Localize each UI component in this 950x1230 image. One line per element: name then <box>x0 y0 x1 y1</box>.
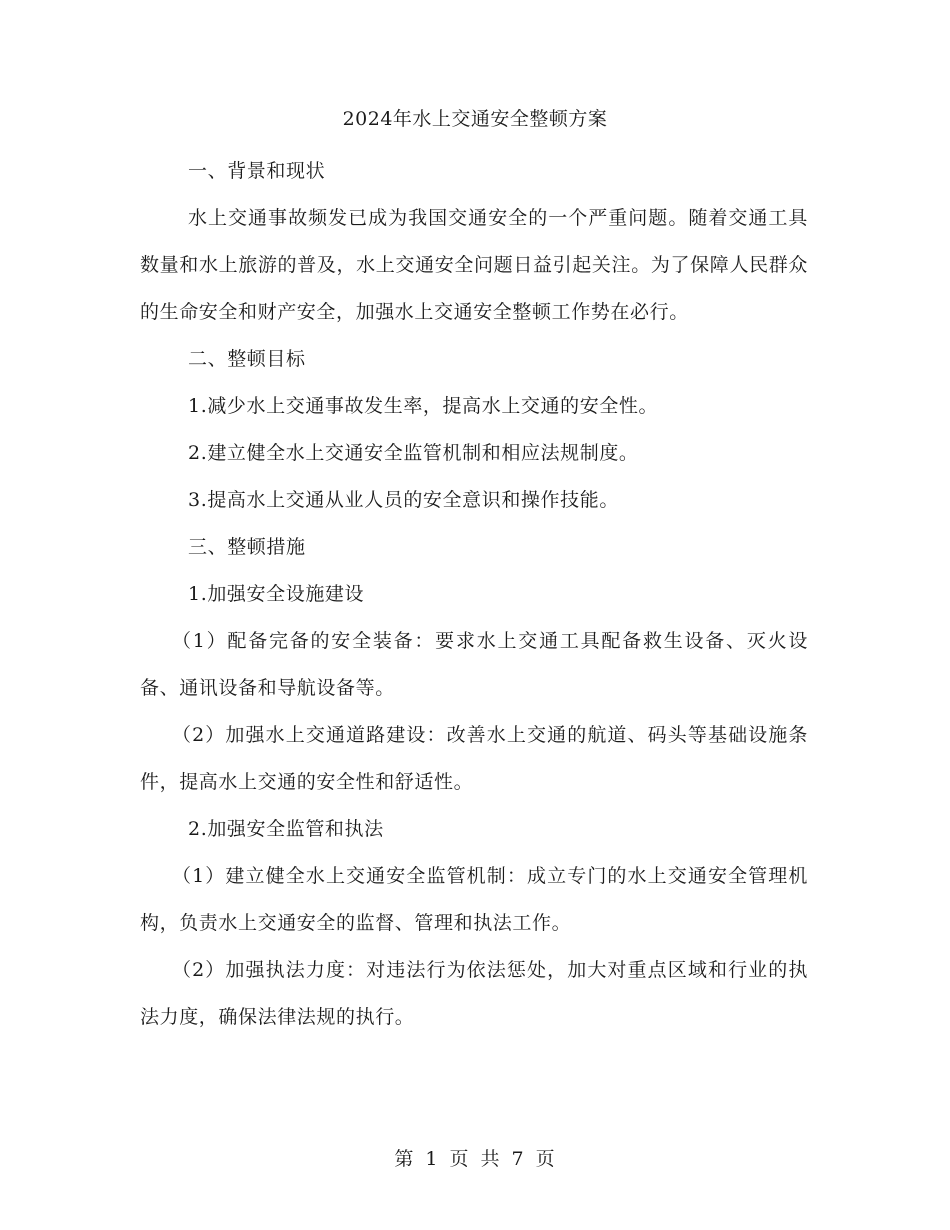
list-item: 2.建立健全水上交通安全监管机制和相应法规制度。 <box>188 442 639 464</box>
list-item: 1.减少水上交通事故发生率，提高水上交通的安全性。 <box>188 395 659 417</box>
page-footer: 第 1 页 共 7 页 <box>394 1148 556 1170</box>
subsection-heading: 2.加强安全监管和执法 <box>188 818 384 840</box>
paragraph: 水上交通事故频发已成为我国交通安全的一个严重问题。随着交通工具数量和水上旅游的普及，水上交通安全问题日益引起关注。为了保障人民群众的生命安全和财产安全，加强水上交通安全整顿工作势在必行。 <box>140 207 808 323</box>
subsection-heading: 1.加强安全设施建设 <box>188 583 365 605</box>
document-title: 2024年水上交通安全整顿方案 <box>342 108 608 130</box>
list-item: （1）配备完备的安全装备：要求水上交通工具配备救生设备、灭火设备、通讯设备和导航设备等。 <box>140 630 808 699</box>
list-item: （2）加强水上交通道路建设：改善水上交通的航道、码头等基础设施条件，提高水上交通的安全性和舒适性。 <box>140 724 808 793</box>
section-heading: 三、整顿措施 <box>188 536 306 558</box>
section-heading: 二、整顿目标 <box>188 348 306 370</box>
list-item: 3.提高水上交通从业人员的安全意识和操作技能。 <box>188 489 619 511</box>
section-heading: 一、背景和现状 <box>188 160 326 182</box>
document-body <box>140 148 808 1041</box>
list-item: （1）建立健全水上交通安全监管机制：成立专门的水上交通安全管理机构，负责水上交通安全的监督、管理和执法工作。 <box>140 865 808 934</box>
list-item: （2）加强执法力度：对违法行为依法惩处，加大对重点区域和行业的执法力度，确保法律法规的执行。 <box>140 959 808 1028</box>
